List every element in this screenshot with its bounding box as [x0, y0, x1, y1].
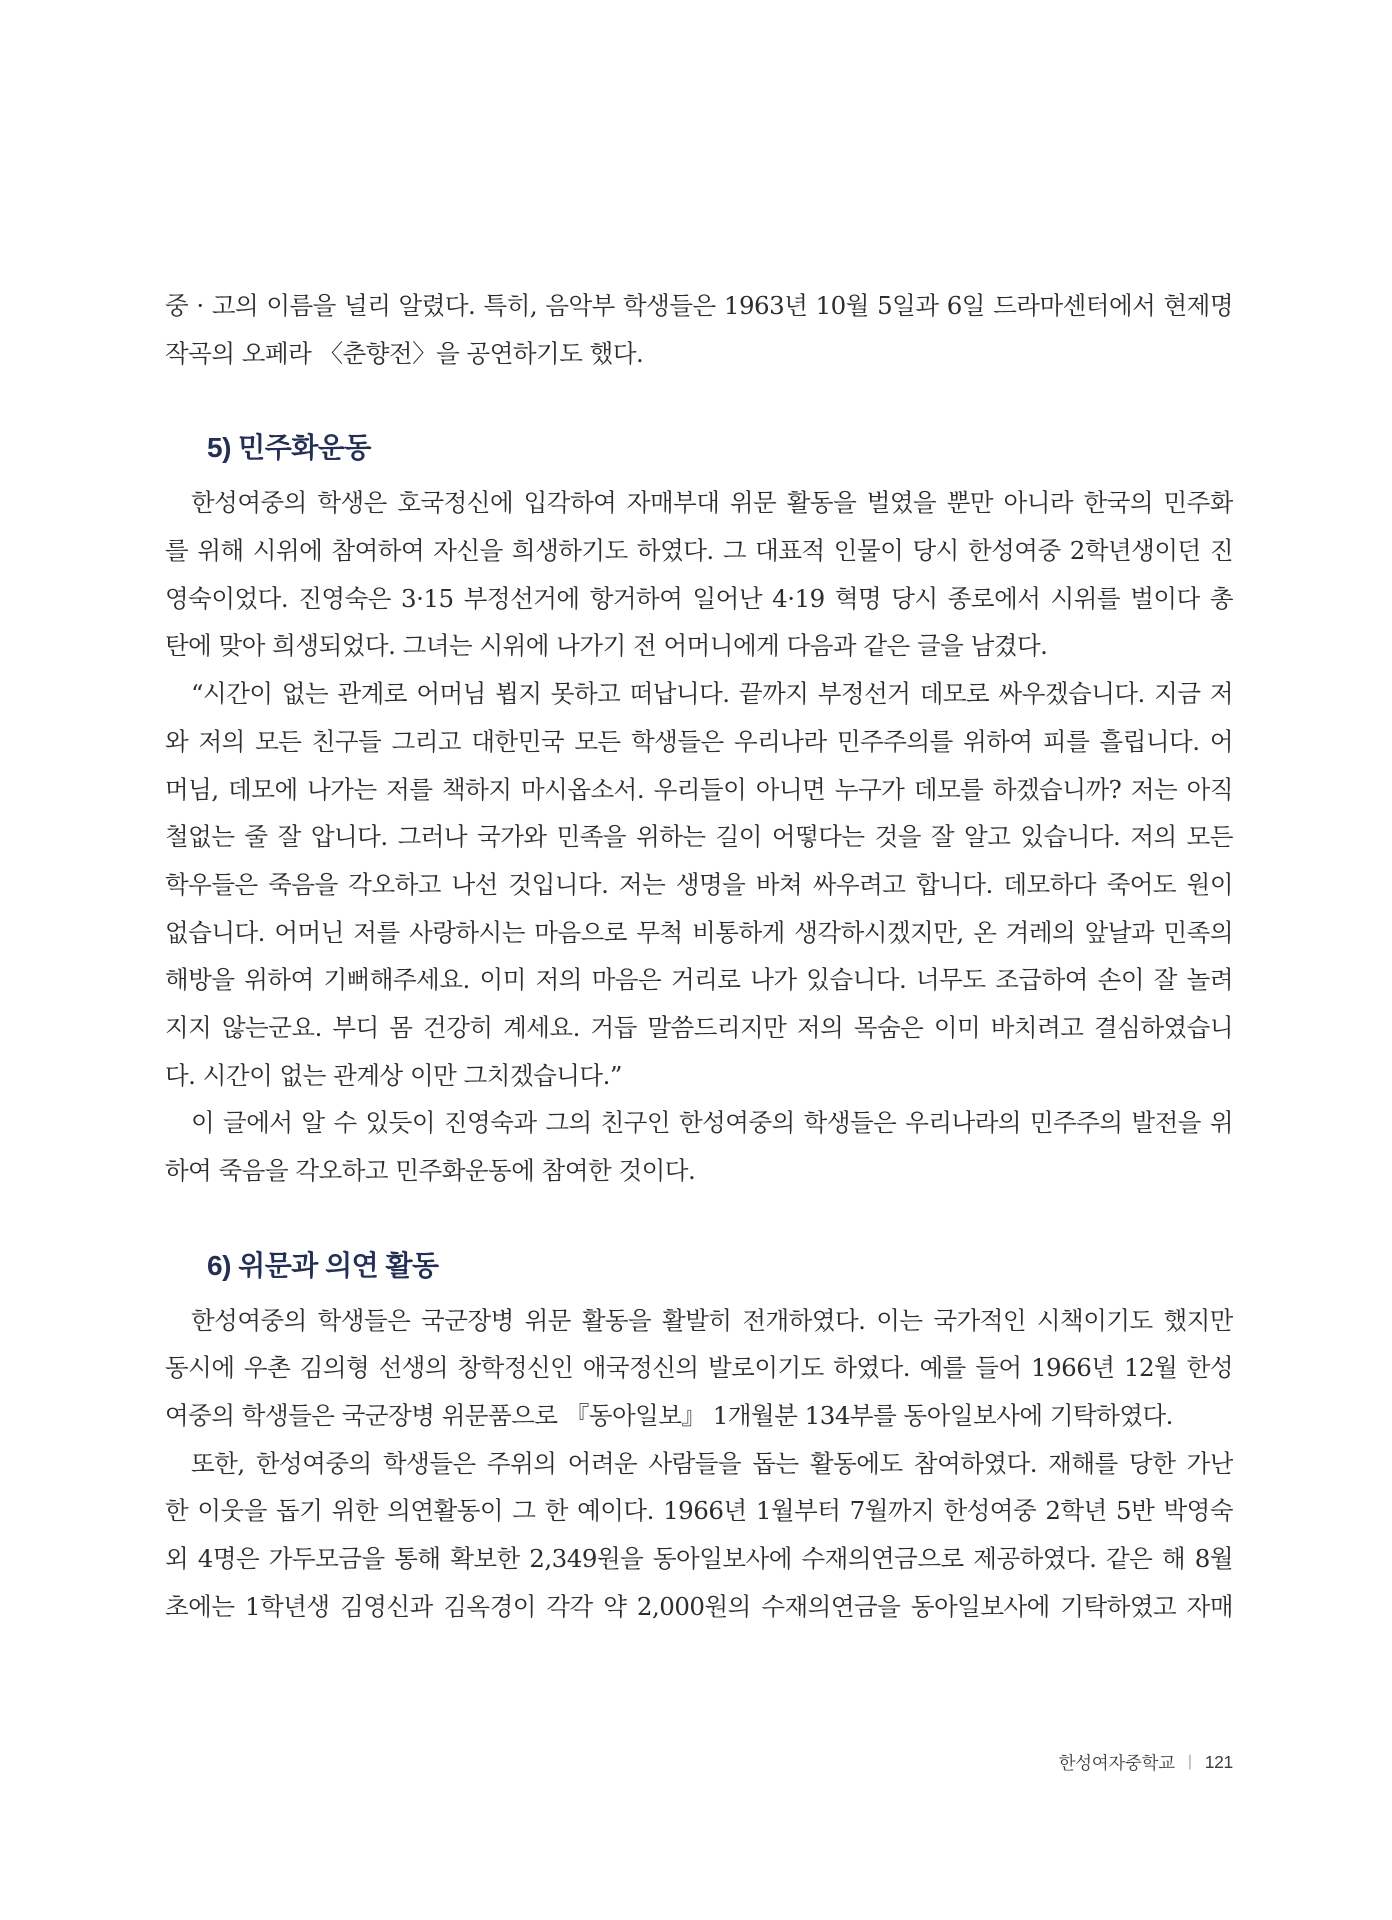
text-line: 철없는 줄 잘 압니다. 그러나 국가와 민족을 위하는 길이 어떻다는 것을 잘 알고 있습니다. 저의 모든	[165, 822, 1233, 852]
text-line: 없습니다. 어머닌 저를 사랑하시는 마음으로 무척 비통하게 생각하시겠지만, 온 겨레의 앞날과 민족의	[165, 917, 1233, 947]
text-line: 한 이웃을 돕기 위한 의연활동이 그 한 예이다. 1966년 1월부터 7월까지 한성여중 2학년 5반 박영숙	[165, 1496, 1233, 1526]
paragraph	[165, 1297, 1233, 1440]
text-line: 이 글에서 알 수 있듯이 진영숙과 그의 친구인 한성여중의 학생들은 우리나라의 민주주의 발전을 위	[191, 1108, 1233, 1138]
text-line: 외 4명은 가두모금을 통해 확보한 2,349원을 동아일보사에 수재의연금으로 제공하였다. 같은 해 8월	[165, 1544, 1233, 1574]
text-line: 를 위해 시위에 참여하여 자신을 희생하기도 하였다. 그 대표적 인물이 당시 한성여중 2학년생이던 진	[165, 536, 1233, 566]
text-line: 중 · 고의 이름을 널리 알렸다. 특히, 음악부 학생들은 1963년 10월 5일과 6일 드라마센터에서 현제명	[165, 291, 1233, 320]
paragraph	[165, 1099, 1233, 1194]
paragraph	[165, 479, 1233, 670]
footer-separator: |	[1187, 1752, 1192, 1770]
text-line: 영숙이었다. 진영숙은 3·15 부정선거에 항거하여 일어난 4·19 혁명 당시 종로에서 시위를 벌이다 총	[165, 583, 1233, 613]
page-content	[165, 282, 1233, 1631]
footer-page-number: 121	[1204, 1752, 1233, 1772]
text-line: 동시에 우촌 김의형 선생의 창학정신인 애국정신의 발로이기도 하였다. 예를 들어 1966년 12월 한성	[165, 1353, 1233, 1383]
text-line: 지지 않는군요. 부디 몸 건강히 계세요. 거듭 말씀드리지만 저의 목숨은 이미 바치려고 결심하였습니	[165, 1012, 1233, 1042]
page-footer	[1059, 1750, 1233, 1775]
paragraph	[165, 282, 1233, 377]
text-line: 한성여중의 학생들은 국군장병 위문 활동을 활발히 전개하였다. 이는 국가적인 시책이기도 했지만	[191, 1305, 1233, 1335]
section-heading: 5) 민주화운동	[207, 432, 371, 464]
text-line: 초에는 1학년생 김영신과 김옥경이 각각 약 2,000원의 수재의연금을 동아일보사에 기탁하였고 자매	[165, 1591, 1233, 1621]
paragraph	[165, 1440, 1233, 1631]
text-line: 와 저의 모든 친구들 그리고 대한민국 모든 학생들은 우리나라 민주주의를 위하여 피를 흘립니다. 어	[165, 726, 1233, 756]
text-line: 탄에 맞아 희생되었다. 그녀는 시위에 나가기 전 어머니에게 다음과 같은 글을 남겼다.	[165, 631, 1048, 661]
text-line: 여중의 학생들은 국군장병 위문품으로 『동아일보』 1개월분 134부를 동아일보사에 기탁하였다.	[165, 1401, 1173, 1431]
text-line: 작곡의 오페라 〈춘향전〉을 공연하기도 했다.	[165, 338, 644, 368]
text-line: 해방을 위하여 기뻐해주세요. 이미 저의 마음은 거리로 나가 있습니다. 너무도 조급하여 손이 잘 놀려	[165, 965, 1233, 995]
footer-school-name: 한성여자중학교	[1058, 1753, 1175, 1773]
text-line: 한성여중의 학생은 호국정신에 입각하여 자매부대 위문 활동을 벌였을 뿐만 아니라 한국의 민주화	[191, 488, 1233, 518]
section-heading: 6) 위문과 의연 활동	[207, 1249, 439, 1281]
text-line: 또한, 한성여중의 학생들은 주위의 어려운 사람들을 돕는 활동에도 참여하였다. 재해를 당한 가난	[191, 1448, 1233, 1478]
text-line: “시간이 없는 관계로 어머님 뵙지 못하고 떠납니다. 끝까지 부정선거 데모로 싸우겠습니다. 지금 저	[191, 679, 1233, 709]
paragraph	[165, 670, 1233, 1099]
text-line: 하여 죽음을 각오하고 민주화운동에 참여한 것이다.	[165, 1156, 696, 1185]
text-line: 머님, 데모에 나가는 저를 책하지 마시옵소서. 우리들이 아니면 누구가 데모를 하겠습니까? 저는 아직	[165, 774, 1233, 804]
text-line: 학우들은 죽음을 각오하고 나선 것입니다. 저는 생명을 바쳐 싸우려고 합니다. 데모하다 죽어도 원이	[165, 869, 1233, 899]
text-line: 다. 시간이 없는 관계상 이만 그치겠습니다.”	[165, 1060, 622, 1090]
